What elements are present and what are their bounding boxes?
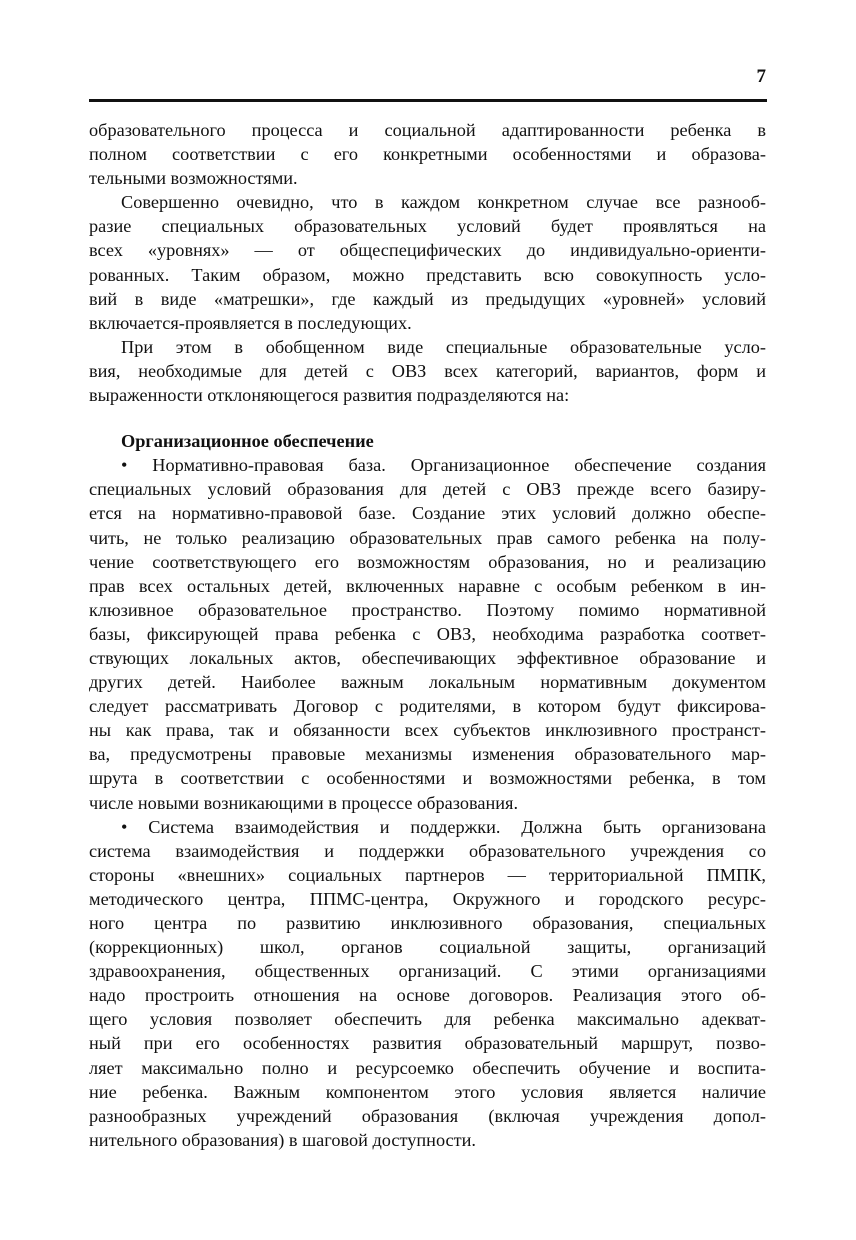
text-line: шрута в соответствии с особенностями и возможностями ребенка, в том (89, 768, 766, 789)
text-line: чение соответствующего его возможностям образования, но и реализацию (89, 551, 766, 572)
page-number: 7 (756, 66, 766, 87)
paragraph-gap (89, 407, 766, 429)
text-line: следует рассматривать Договор с родителями, в котором будут фиксирова- (89, 696, 766, 717)
page-body (89, 118, 766, 1152)
text-line: чить, не только реализацию образовательных прав самого ребенка на полу- (89, 527, 766, 548)
paragraph (89, 190, 766, 335)
text-line: щего условия позволяет обеспечить для ребенка максимально адекват- (89, 1009, 766, 1030)
text-line: ва, предусмотрены правовые механизмы изменения образовательного мар- (89, 744, 766, 765)
text-line: здравоохранения, общественных организаций. С этими организациями (89, 961, 766, 982)
section-heading (89, 429, 766, 453)
text-line: разие специальных образовательных условий будет проявляться на (89, 216, 766, 237)
text-line: вий в виде «матрешки», где каждый из предыдущих «уровней» условий (89, 288, 766, 309)
text-line: ного центра по развитию инклюзивного образования, специальных (89, 913, 766, 933)
paragraph (89, 453, 766, 814)
text-line: прав всех остальных детей, включенных наравне с особым ребенком в ин- (89, 575, 766, 596)
text-line: включается-проявляется в последующих. (89, 312, 412, 333)
text-line: базы, фиксирующей права ребенка с ОВЗ, необходима разработка соответ- (89, 623, 766, 644)
text-line: выраженности отклоняющегося развития подразделяются на: (89, 385, 570, 406)
text-line: числе новыми возникающими в процессе образования. (89, 792, 519, 813)
heading-text: Организационное обеспечение (121, 431, 374, 452)
text-line: полном соответствии с его конкретными особенностями и образова- (89, 144, 766, 165)
text-line: методического центра, ППМС-центра, Окружного и городского ресурс- (89, 888, 766, 909)
text-line: ляет максимально полно и ресурсоемко обеспечить обучение и воспита- (89, 1057, 766, 1078)
text-line: система взаимодействия и поддержки образовательного учреждения со (89, 840, 766, 861)
text-line: клюзивное образовательное пространство. Поэтому помимо нормативной (89, 599, 766, 620)
text-line: вия, необходимые для детей с ОВЗ всех категорий, вариантов, форм и (89, 360, 766, 381)
text-line: образовательного процесса и социальной адаптированности ребенка в (89, 120, 766, 140)
text-line: всех «уровнях» — от общеспецифических до индивидуально-ориенти- (89, 240, 766, 261)
text-line: ствующих локальных актов, обеспечивающих эффективное образование и (89, 647, 766, 668)
paragraph (89, 815, 766, 1152)
text-line: Совершенно очевидно, что в каждом конкретном случае все разнооб- (121, 192, 766, 213)
text-line: • Система взаимодействия и поддержки. Должна быть организована (121, 816, 766, 837)
text-line: При этом в обобщенном виде специальные образовательные усло- (121, 336, 766, 357)
text-line: • Нормативно-правовая база. Организационное обеспечение создания (121, 455, 766, 476)
text-line: ный при его особенностях развития образовательный маршрут, позво- (89, 1033, 766, 1054)
text-line: (коррекционных) школ, органов социальной защиты, организаций (89, 937, 766, 958)
text-line: стороны «внешних» социальных партнеров — территориальной ПМПК, (89, 864, 766, 885)
paragraph (89, 335, 766, 407)
text-line: других детей. Наиболее важным локальным нормативным документом (89, 672, 766, 693)
text-line: ны как права, так и обязанности всех субъектов инклюзивного пространст- (89, 720, 766, 741)
text-line: нительного образования) в шаговой доступности. (89, 1129, 476, 1150)
header-rule (89, 99, 767, 102)
paragraph (89, 118, 766, 190)
text-line: тельными возможностями. (89, 168, 298, 189)
text-line: ние ребенка. Важным компонентом этого условия является наличие (89, 1081, 766, 1102)
text-line: рованных. Таким образом, можно представить всю совокупность усло- (89, 264, 766, 285)
text-line: надо простроить отношения на основе договоров. Реализация этого об- (89, 985, 766, 1006)
text-line: ется на нормативно-правовой базе. Создание этих условий должно обеспе- (89, 503, 766, 524)
text-line: разнообразных учреждений образования (включая учреждения допол- (89, 1105, 766, 1126)
text-line: специальных условий образования для детей с ОВЗ прежде всего базиру- (89, 479, 766, 500)
